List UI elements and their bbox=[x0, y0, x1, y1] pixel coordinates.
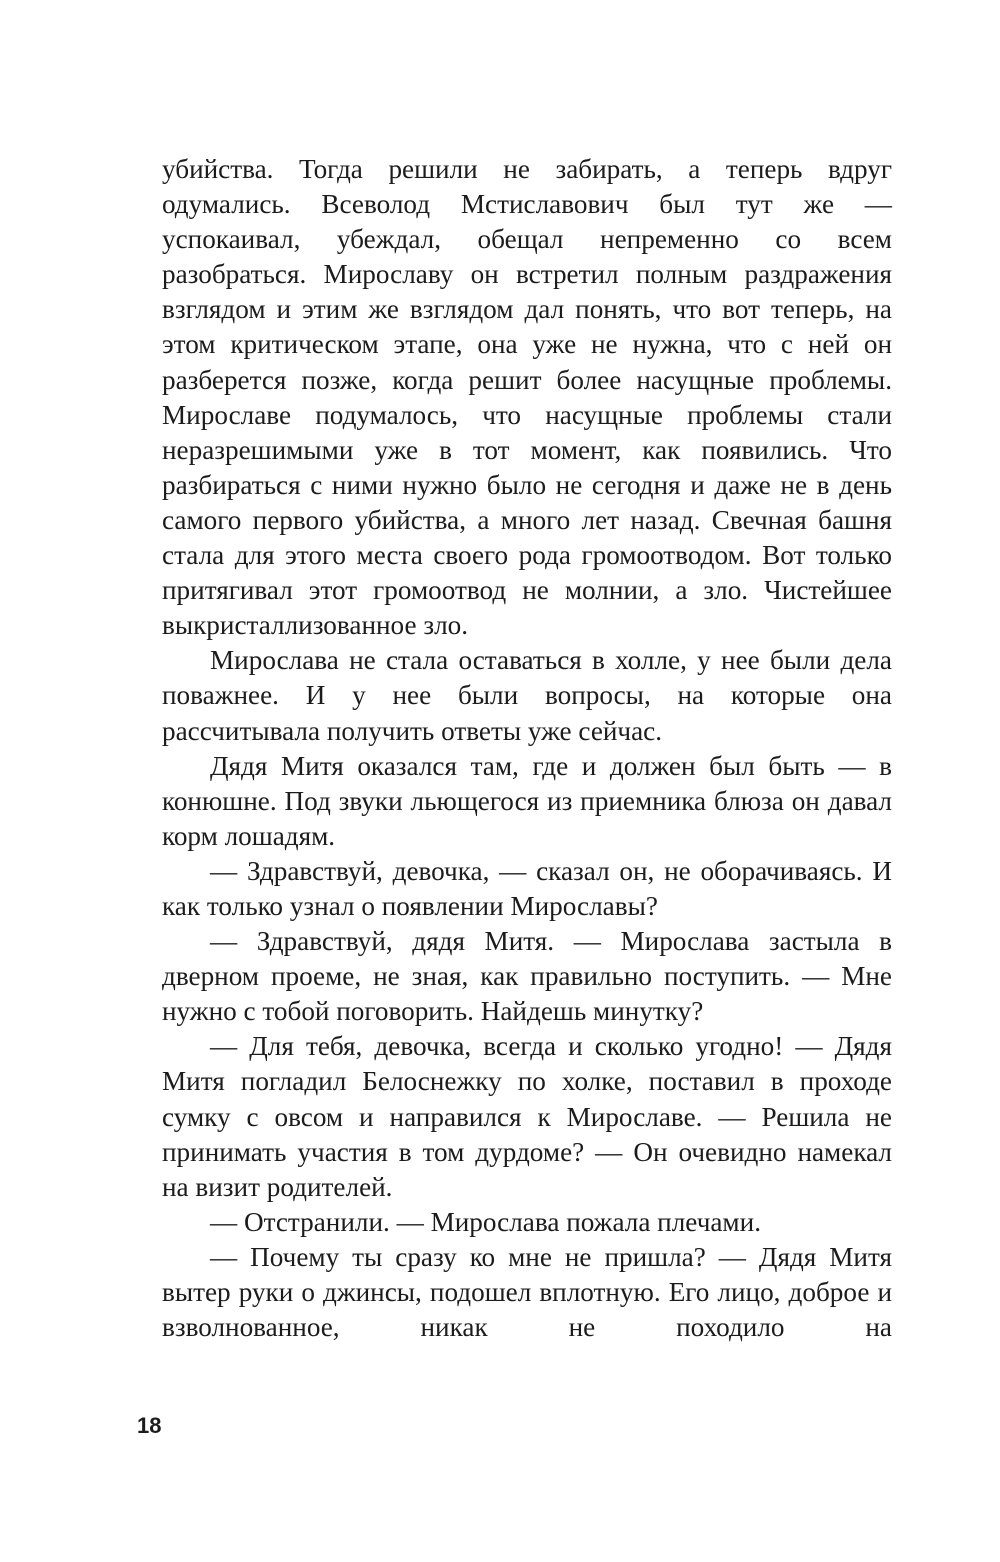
body-text bbox=[162, 152, 892, 1345]
dialogue-line-always: — Для тебя, девочка, всегда и сколько угодно! — Дядя Митя погладил Белоснежку по холке, поставил в проходе сумку с овсом и направился к Мирославе. — Решила не принимать участия в том дурдоме? — Он очевидно намекал на визит родителей. bbox=[162, 1031, 892, 1202]
dialogue-line-reply: — Здравствуй, дядя Митя. — Мирослава застыла в дверном проеме, не зная, как правильно поступить. — Мне нужно с тобой поговорить. Найдешь минутку? bbox=[162, 926, 892, 1027]
dialogue-line-why-not-come: — Почему ты сразу ко мне не пришла? — Дядя Митя вытер руки о джинсы, подошел вплотную. Его лицо, доброе и взволнованное, никак не походило на bbox=[162, 1241, 892, 1343]
paragraph-uncle-mitya-stable: Дядя Митя оказался там, где и должен был быть — в конюшне. Под звуки льющегося из приемника блюза он давал корм лошадям. bbox=[162, 750, 892, 851]
dialogue-line-greeting: — Здравствуй, девочка, — сказал он, не оборачиваясь. И как только узнал о появлении Мирославы? bbox=[162, 855, 892, 921]
paragraph-continuation: убийства. Тогда решили не забирать, а теперь вдруг одумались. Всеволод Мстиславович был тут же — успокаивал, убеждал, обещал непременно со всем разобраться. Мирославу он встретил полным раздражения взглядом и этим же взглядом дал понять, что вот теперь, на этом критическом этапе, она уже не нужна, что с ней он разберется позже, когда решит более насущные проблемы. Мирославе подумалось, что насущные проблемы стали неразрешимыми уже в тот момент, как появились. Что разбираться с ними нужно было не сегодня и даже не в день самого первого убийства, а много лет назад. Свечная башня стала для этого места своего рода громоотводом. Вот только притягивал этот громоотвод не молнии, а зло. Чистейшее выкристаллизованное зло. bbox=[162, 154, 892, 641]
dialogue-line-removed: — Отстранили. — Мирослава пожала плечами. bbox=[210, 1206, 761, 1237]
page-number: 18 bbox=[137, 1413, 162, 1438]
paragraph-miroslava-hall: Мирослава не стала оставаться в холле, у нее были дела поважнее. И у нее были вопросы, на которые она рассчитывала получить ответы уже сейчас. bbox=[162, 645, 892, 746]
